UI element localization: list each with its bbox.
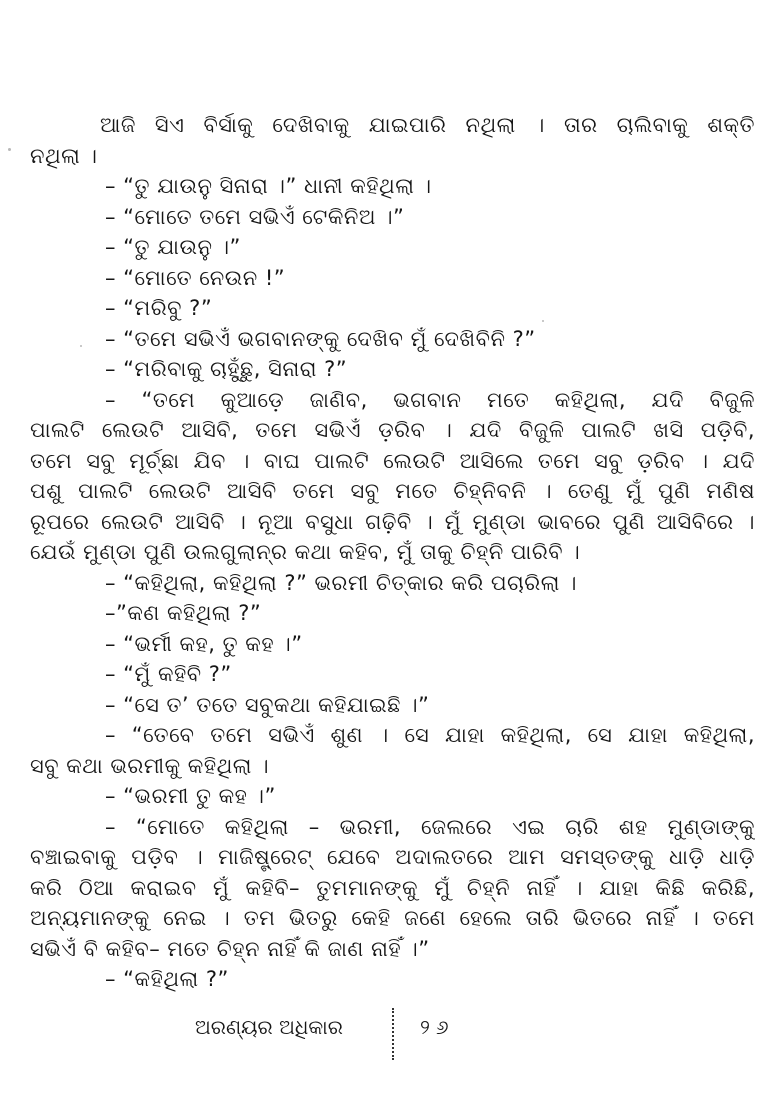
text-line: ରୂପରେ ଲେଉଟି ଆସିବି । ନୂଆ ବସୁଧା ଗଢ଼ିବି । ମୁଁ ମୁଣ୍ଡା ଭାବରେ ପୁଣି ଆସିବିରେ । — [30, 510, 755, 534]
text-line: ସଭିଏଁ ବି କହିବ– ମତେ ଚିହ୍ନ ନାହିଁ କି ଜାଣ ନାହିଁ ।” — [30, 937, 430, 961]
scan-speck — [80, 345, 82, 347]
scan-speck — [8, 148, 11, 151]
text-line: – “ଭର୍ମୀ କହ, ତୁ କହ ।” — [105, 632, 303, 656]
text-line: ତମେ ସବୁ ମୂର୍ଚ୍ଛା ଯିବ । ବାଘ ପାଲଟି ଲେଉଟି ଆସିଲେ ତମେ ସବୁ ଡ଼ରିବ । ଯଦି — [30, 449, 755, 473]
text-line: – “ମୋତେ ତମେ ସଭିଏଁ ଟେକିନିଅ ।” — [105, 205, 405, 229]
text-line: – “ମରିବାକୁ ଚାହୁଁଛୁ, ସିନାରା ?” — [105, 357, 348, 381]
text-line: ଆଜି ସିଏ ବିର୍ସାକୁ ଦେଖିବାକୁ ଯାଇପାରି ନଥିଲା । ତାର ଚାଲିବାକୁ ଶକ୍ତି — [100, 113, 755, 137]
page-number: ୨୬ — [420, 1015, 455, 1039]
text-line: – “ତମେ ସଭିଏଁ ଭଗବାନଙ୍କୁ ଦେଖିବ ମୁଁ ଦେଖିବିନି ?” — [105, 327, 536, 351]
text-line: – “ତୁ ଯାଉନୁ ।” — [105, 235, 241, 259]
text-line: କରି ଠିଆ କରାଇବ ମୁଁ କହିବି– ତୁମମାନଙ୍କୁ ମୁଁ ଚିହ୍ନି ନାହିଁ । ଯାହା କିଛି କରିଛି, — [30, 876, 755, 900]
text-line: ପଶୁ ପାଲଟି ଲେଉଟି ଆସିବି ତମେ ସବୁ ମତେ ଚିହ୍ନିବନି । ତେଣୁ ମୁଁ ପୁଣି ମଣିଷ — [30, 479, 755, 503]
text-line: – “କହିଥିଲା, କହିଥିଲା ?” ଭରମୀ ଚିତ୍କାର କରି ପଚାରିଲା । — [105, 571, 577, 595]
text-line: – “ମୋତେ କହିଥିଲା – ଭରମୀ, ଜେଲରେ ଏଇ ଚାରି ଶହ ମୁଣ୍ଡାଙ୍କୁ — [105, 815, 755, 839]
text-line: – “ଭରମୀ ତୁ କହ ।” — [105, 784, 276, 808]
text-line: –”କଣ କହିଥିଲା ?” — [105, 601, 262, 625]
text-line: ଅନ୍ୟମାନଙ୍କୁ ନେଇ । ତମ ଭିତରୁ କେହି ଜଣେ ହେଲେ ତାରି ଭିତରେ ନାହିଁ । ତମେ — [30, 906, 755, 930]
text-line: – “ମୁଁ କହିବି ?” — [105, 662, 232, 686]
text-line: – “କହିଥିଲା ?” — [105, 967, 229, 991]
footer-divider — [392, 1008, 394, 1060]
text-line: – “ତେବେ ତମେ ସଭିଏଁ ଶୁଣ । ସେ ଯାହା କହିଥିଲା, ସେ ଯାହା କହିଥିଲା, — [105, 723, 755, 747]
text-line: ଯେଉଁ ମୁଣ୍ଡା ପୁଣି ଉଲଗୁଲାନ୍‌ର କଥା କହିବ, ମୁଁ ତାକୁ ଚିହ୍ନି ପାରିବି । — [30, 540, 581, 564]
scan-speck — [542, 320, 544, 322]
text-line: ସବୁ କଥା ଭରମୀକୁ କହିଥିଲା । — [30, 754, 270, 778]
text-line: – “ମୋତେ ନେଉନ !” — [105, 266, 286, 290]
text-line: ପାଲଟି ଲେଉଟି ଆସିବି, ତମେ ସଭିଏଁ ଡ଼ରିବ । ଯଦି ବିଜୁଳି ପାଲଟି ଖସି ପଡ଼ିବି, — [30, 418, 755, 442]
book-title: ଅରଣ୍ୟର ଅଧିକାର — [195, 1015, 343, 1039]
text-line: – “ସେ ତ’ ତତେ ସବୁକଥା କହିଯାଇଛି ।” — [105, 693, 430, 717]
text-line: – “ତୁ ଯାଉନୁ ସିନାରା ।” ଧାନୀ କହିଥିଲା । — [105, 174, 432, 198]
text-line: ନଥିଲା । — [30, 144, 98, 168]
text-line: ବଞ୍ଚାଇବାକୁ ପଡ଼ିବ । ମାଜିଷ୍ଟ୍ରେଟ୍ ଯେବେ ଅଦାଲତରେ ଆମ ସମସ୍ତଙ୍କୁ ଧାଡ଼ି ଧାଡ଼ି — [30, 845, 755, 869]
text-line: – “ତମେ କୁଆଡ଼େ ଜାଣିବ, ଭଗବାନ ମତେ କହିଥିଲା, ଯଦି ବିଜୁଳି — [105, 388, 755, 412]
text-line: – “ମରିବୁ ?” — [105, 296, 213, 320]
